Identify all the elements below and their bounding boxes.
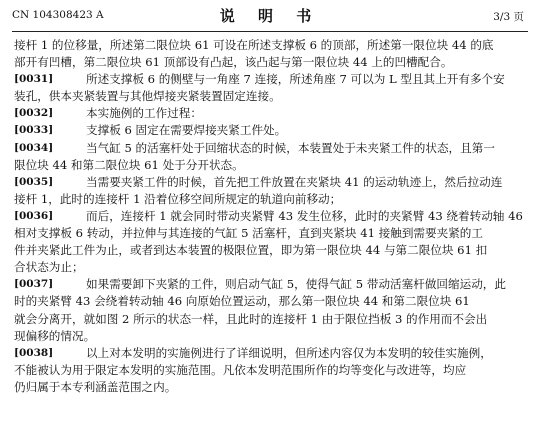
header-divider bbox=[12, 31, 528, 32]
publication-number: CN 104308423 A bbox=[12, 9, 104, 21]
paragraph-text: 合状态为止； bbox=[14, 260, 84, 275]
paragraph-text: 以上对本发明的实施例进行了详细说明，但所述内容仅为本发明的较佳实施例， bbox=[86, 345, 492, 360]
document-title: 说 明 书 bbox=[219, 7, 321, 25]
paragraph-line bbox=[14, 71, 530, 88]
paragraph-text: 现偏移的情况。 bbox=[14, 328, 96, 343]
paragraph-line bbox=[14, 345, 530, 362]
paragraph-text: 所述支撑板 6 的侧壁与一角座 7 连接，所述角座 7 可以为 L 型且其上开有多个安 bbox=[86, 72, 505, 87]
paragraph-number: [0033] bbox=[14, 124, 54, 137]
paragraph-line bbox=[14, 88, 530, 105]
paragraph-line bbox=[14, 105, 530, 122]
paragraph-text: 不能被认为用于限定本发明的实施范围。凡依本发明范围所作的均等变化与改进等，均应 bbox=[14, 362, 467, 377]
paragraph-line bbox=[14, 242, 530, 259]
paragraph-line bbox=[14, 362, 530, 379]
paragraph-line bbox=[14, 54, 530, 71]
paragraph-text: 仍归属于本专利涵盖范围之内。 bbox=[14, 379, 177, 394]
paragraph-text: 支撑板 6 固定在需要焊接夹紧工件处。 bbox=[86, 123, 287, 138]
document-body bbox=[14, 37, 530, 396]
paragraph-text: 限位块 44 和第二限位块 61 处于分开状态。 bbox=[14, 157, 244, 172]
page-number: 3/3 页 bbox=[493, 11, 524, 23]
paragraph-line bbox=[14, 259, 530, 276]
paragraph-number: [0032] bbox=[14, 107, 54, 120]
paragraph-text: 而后，连接杆 1 就会同时带动夹紧臂 43 发生位移，此时的夹紧臂 43 绕着转动轴 46 bbox=[86, 208, 523, 223]
paragraph-line bbox=[14, 174, 530, 191]
paragraph-line bbox=[14, 122, 530, 139]
paragraph-text: 装孔，供本夹紧装置与其他焊接夹紧装置固定连接。 bbox=[14, 89, 281, 104]
paragraph-text: 本实施例的工作过程： bbox=[86, 106, 202, 121]
paragraph-text: 件并夹紧此工件为止，或者到达本装置的极限位置，即为第一限位块 44 与第二限位块 61 扣 bbox=[14, 243, 488, 258]
paragraph-number: [0035] bbox=[14, 175, 54, 188]
paragraph-line bbox=[14, 37, 530, 54]
paragraph-number: [0034] bbox=[14, 141, 54, 154]
paragraph-text: 部开有凹槽，第二限位块 61 顶部设有凸起，该凸起与第一限位块 44 上的凹槽配合。 bbox=[14, 55, 453, 70]
paragraph-line bbox=[14, 276, 530, 293]
paragraph-line bbox=[14, 328, 530, 345]
paragraph-text: 就会分离开，就如图 2 所示的状态一样，且此时的连接杆 1 由于限位挡板 3 的作用而不会出 bbox=[14, 311, 488, 326]
paragraph-line bbox=[14, 191, 530, 208]
paragraph-number: [0036] bbox=[14, 209, 54, 222]
paragraph-line bbox=[14, 379, 530, 396]
paragraph-text: 时的夹紧臂 43 会绕着转动轴 46 向原始位置运动，那么第一限位块 44 和第二限位块 61 bbox=[14, 294, 470, 309]
paragraph-text: 接杆 1 的位移量，所述第二限位块 61 可设在所述支撑板 6 的顶部，所述第一限位块 44 的底 bbox=[14, 38, 494, 52]
paragraph-text: 当气缸 5 的活塞杆处于回缩状态的时候，本装置处于未夹紧工件的状态，且第一 bbox=[86, 140, 495, 155]
paragraph-line bbox=[14, 311, 530, 328]
paragraph-text: 相对支撑板 6 转动，并拉伸与其连接的气缸 5 活塞杆，直到夹紧块 41 接触到需要夹紧的工 bbox=[14, 226, 483, 241]
paragraph-number: [0038] bbox=[14, 346, 54, 359]
paragraph-number: [0037] bbox=[14, 278, 54, 291]
paragraph-number: [0031] bbox=[14, 73, 54, 86]
paragraph-line bbox=[14, 225, 530, 242]
paragraph-line bbox=[14, 157, 530, 174]
paragraph-line bbox=[14, 293, 530, 310]
paragraph-text: 接杆 1，此时的连接杆 1 沿着位移空间所规定的轨道向前移动； bbox=[14, 191, 342, 206]
paragraph-line bbox=[14, 140, 530, 157]
paragraph-text: 如果需要卸下夹紧的工件，则启动气缸 5，使得气缸 5 带动活塞杆做回缩运动，此 bbox=[86, 277, 506, 292]
paragraph-text: 当需要夹紧工件的时候，首先把工件放置在夹紧块 41 的运动轨迹上，然后拉动连 bbox=[86, 174, 503, 189]
paragraph-line bbox=[14, 208, 530, 225]
page-header bbox=[0, 0, 540, 30]
